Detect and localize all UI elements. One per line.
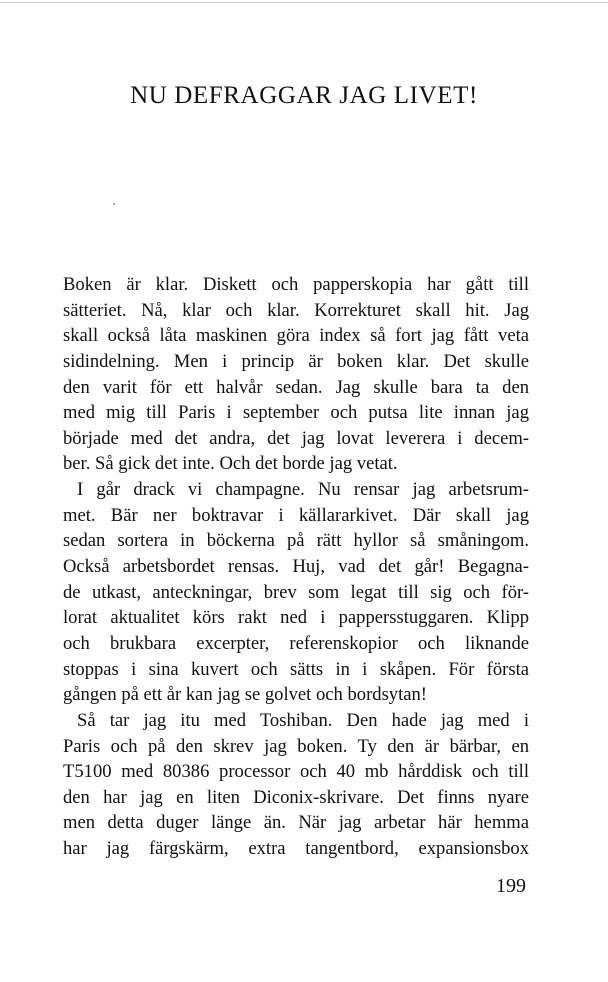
text-line: Så tar jag itu med Toshiban. Den hade jag med i [77,709,529,731]
text-line: sätteriet. Nå, klar och klar. Korrekturet skall hit. Jag [63,299,529,321]
text-line: började med det andra, det jag lovat leverera i decem- [63,427,529,449]
text-line: den varit för ett halvår sedan. Jag skulle bara ta den [63,376,529,398]
text-line: men detta duger länge än. När jag arbetar här hemma [63,812,529,834]
text-line: sidindelning. Men i princip är boken klar. Det skulle [63,350,529,372]
text-line: sedan sortera in böckerna på rätt hyllor så småningom. [63,530,529,552]
page-number: 199 [496,875,526,897]
text-line: I går drack vi champagne. Nu rensar jag arbetsrum- [77,479,529,501]
text-line: den har jag en liten Diconix-skrivare. Det finns nyare [63,786,529,808]
text-line: gången på ett år kan jag se golvet och bordsytan! [63,684,428,706]
text-line: Boken är klar. Diskett och papperskopia har gått till [63,274,529,295]
text-line: med mig till Paris i september och putsa lite innan jag [63,402,529,424]
chapter-title: NU DEFRAGGAR JAG LIVET! [130,82,478,109]
text-line: T5100 med 80386 processor och 40 mb hårddisk och till [63,761,529,783]
body-text [63,272,529,862]
text-line: har jag färgskärm, extra tangentbord, expansionsbox [63,838,529,860]
text-line: ber. Så gick det inte. Och det borde jag vetat. [63,453,398,475]
text-line: Paris och på den skrev jag boken. Ty den är bärbar, en [63,735,529,757]
text-line: met. Bär ner boktravar i källararkivet. Där skall jag [63,504,529,526]
text-line: lorat aktualitet körs rakt ned i pappersstuggaren. Klipp [63,607,529,629]
text-line: stoppas i sina kuvert och sätts in i skåpen. För första [63,658,529,680]
text-line: och brukbara excerpter, referenskopior och liknande [63,632,529,654]
text-line: de utkast, anteckningar, brev som legat till sig och för- [63,581,529,603]
print-speck [113,203,115,205]
text-line: skall också låta maskinen göra index så fort jag fått veta [63,325,529,347]
text-line: Också arbetsbordet rensas. Huj, vad det går! Begagna- [63,556,529,578]
page-edge-line [0,2,608,3]
